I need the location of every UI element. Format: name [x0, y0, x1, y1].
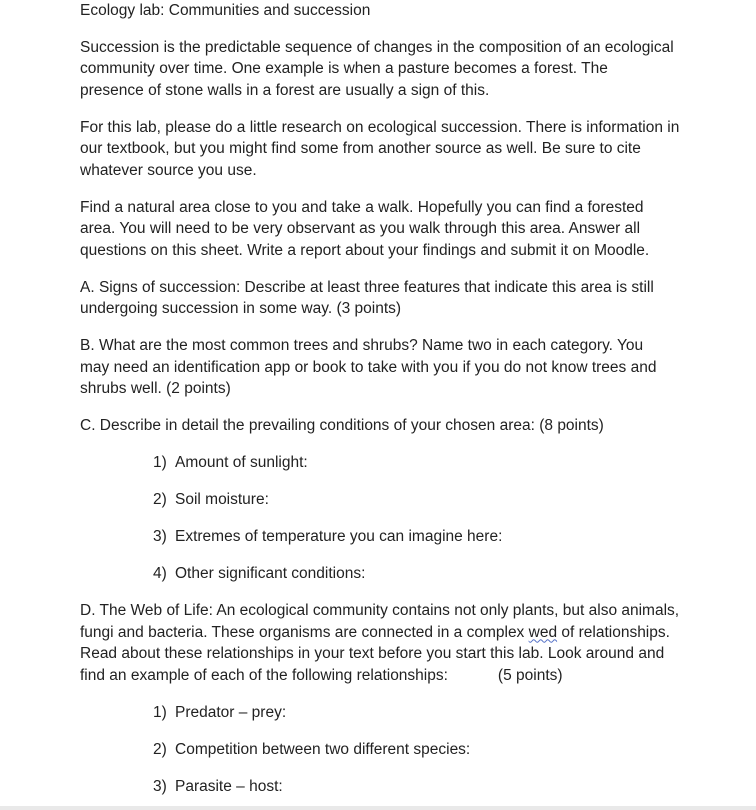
item-number: 3) [153, 777, 167, 795]
item-number: 2) [153, 491, 167, 508]
intro-paragraph [80, 37, 720, 102]
item-text: Extremes of temperature you can imagine here: [175, 528, 503, 545]
section-d-text: find an example of each of the following relationships: [80, 666, 448, 684]
section-d-item [80, 739, 720, 761]
section-a [80, 277, 720, 320]
item-text: Competition between two different species: [175, 740, 471, 758]
section-b-line: may need an identification app or book to take with you if you do not know trees and [80, 358, 657, 376]
page-bottom-edge [0, 806, 756, 810]
section-b-line: shrubs well. (2 points) [80, 380, 231, 397]
walk-line: area. You will need to be very observant as you walk through this area. Answer all [80, 220, 641, 237]
section-d-text: of relationships. [557, 623, 670, 641]
intro-line: community over time. One example is when a pasture becomes a forest. The [80, 60, 608, 77]
item-text: Parasite – host: [175, 777, 283, 795]
item-number: 1) [153, 454, 167, 471]
section-c-item [80, 452, 720, 474]
item-text: Amount of sunlight: [175, 454, 308, 471]
item-text: Soil moisture: [175, 491, 269, 508]
section-d-item [80, 776, 720, 798]
document-body [80, 0, 720, 797]
item-number: 1) [153, 703, 167, 721]
research-paragraph [80, 117, 720, 182]
section-d-line [80, 665, 720, 687]
section-d-text: fungi and bacteria. These organisms are connected in a complex [80, 623, 529, 641]
section-c-item [80, 563, 720, 585]
section-b-line: B. What are the most common trees and shrubs? Name two in each category. You [80, 337, 644, 354]
research-line: whatever source you use. [80, 161, 257, 179]
misspelled-word[interactable]: wed [528, 623, 558, 641]
section-d [80, 600, 720, 686]
item-number: 3) [153, 528, 167, 545]
item-number: 2) [153, 740, 167, 758]
section-c-heading: C. Describe in detail the prevailing conditions of your chosen area: (8 points) [80, 417, 604, 434]
item-text: Predator – prey: [175, 703, 287, 721]
section-d-line [80, 622, 720, 644]
walk-line: questions on this sheet. Write a report about your findings and submit it on Moodle. [80, 241, 650, 259]
section-d-line: D. The Web of Life: An ecological community contains not only plants, but also animals, [80, 602, 680, 619]
item-text: Other significant conditions: [175, 565, 366, 582]
section-b [80, 335, 720, 400]
section-c-item [80, 526, 720, 548]
section-d-line: Read about these relationships in your text before you start this lab. Look around and [80, 645, 665, 662]
item-number: 4) [153, 565, 167, 582]
section-a-line: A. Signs of succession: Describe at least three features that indicate this area is still [80, 278, 654, 296]
research-line: our textbook, but you might find some from another source as well. Be sure to cite [80, 140, 641, 157]
points-label: (5 points) [497, 666, 563, 684]
intro-line: Succession is the predictable sequence of changes in the composition of an ecological [80, 38, 674, 56]
section-d-item [80, 702, 720, 724]
research-line: For this lab, please do a little research on ecological succession. There is information in [80, 118, 680, 136]
walk-paragraph [80, 197, 720, 262]
page-title: Ecology lab: Communities and succession [80, 2, 371, 19]
walk-line: Find a natural area close to you and take a walk. Hopefully you can find a forested [80, 198, 644, 216]
section-a-line: undergoing succession in some way. (3 points) [80, 300, 402, 317]
section-c-item [80, 489, 720, 511]
intro-line: presence of stone walls in a forest are usually a sign of this. [80, 81, 490, 99]
